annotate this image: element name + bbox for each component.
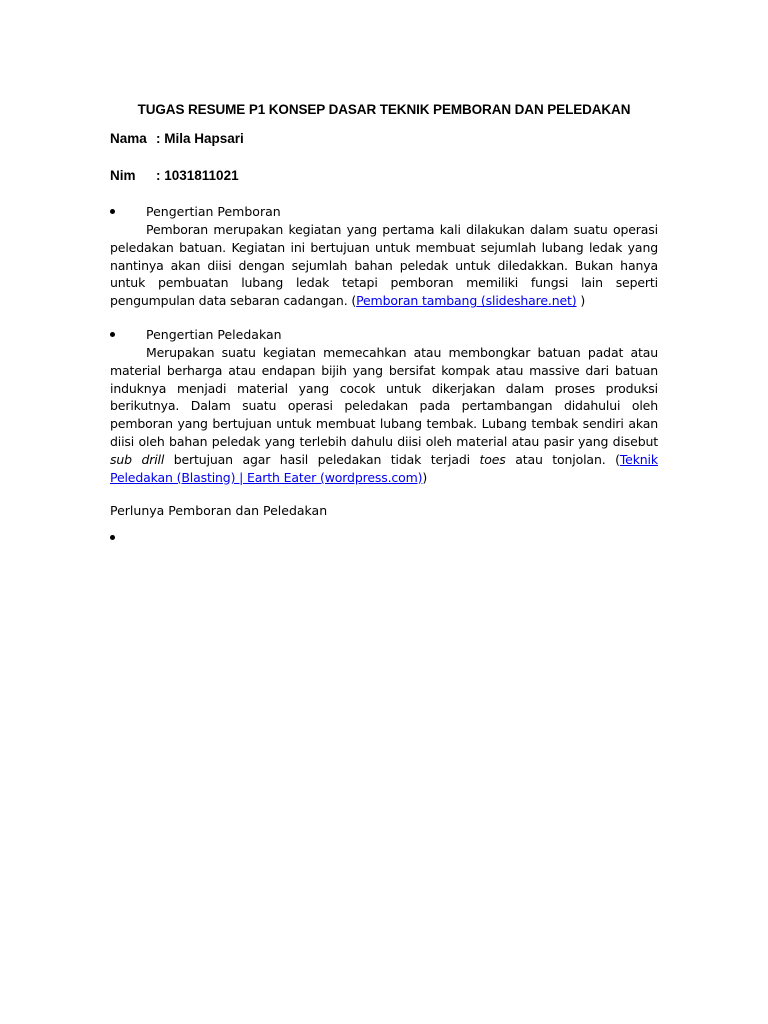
nama-line <box>110 129 658 149</box>
document-body <box>110 102 658 540</box>
nama-value: : Mila Hapsari <box>156 131 244 146</box>
paragraph-peledakan <box>110 344 658 486</box>
nim-line <box>110 166 658 186</box>
bullet-item-pemboran <box>110 203 658 221</box>
paragraph-peledakan-close: ) <box>422 469 428 485</box>
link-teknik-peledakan[interactable]: Teknik Peledakan (Blasting) | Earth Eater (wordpress.com) <box>110 451 658 485</box>
paragraph-pemboran-close: ) <box>576 293 586 309</box>
section-heading-pemboran: Pengertian Pemboran <box>146 204 281 219</box>
nama-label: Nama <box>110 131 147 146</box>
empty-bullet-icon <box>110 535 115 540</box>
document-title: TUGAS RESUME P1 KONSEP DASAR TEKNIK PEMBORAN DAN PELEDAKAN <box>137 102 631 117</box>
paragraph-pemboran <box>110 221 658 310</box>
nim-label: Nim <box>110 168 136 183</box>
bullet-item-peledakan <box>110 326 658 344</box>
link-pemboran-tambang[interactable]: Pemboran tambang (slideshare.net) <box>356 293 577 309</box>
bullet-icon <box>110 209 115 214</box>
paragraph-peledakan-text-a: Merupakan suatu kegiatan memecahkan atau membongkar batuan padat atau material berharga atau endapan bijih yang bersifat kompak atau massive dari batuan induknya menjadi material yang cocok untuk dikerjakan dalam proses produksi berikutnya. Dalam suatu operasi peledakan pada pertambangan didahului oleh pemboran yang bertujuan untuk membuat lubang tembak. Lubang tembak sendiri akan diisi oleh bahan peledak yang terlebih dahulu diisi oleh material atau pasir yang disebut <box>110 344 658 449</box>
paragraph-peledakan-text-b: bertujuan agar hasil peledakan tidak terjadi <box>164 451 480 467</box>
nim-value: : 1031811021 <box>156 168 239 183</box>
paragraph-peledakan-text-c: atau tonjolan. ( <box>505 451 620 467</box>
section-heading-perlunya: Perlunya Pemboran dan Peledakan <box>110 503 328 519</box>
term-toes: toes <box>479 451 506 467</box>
section-heading-peledakan: Pengertian Peledakan <box>146 326 282 342</box>
term-sub-drill: sub drill <box>110 451 165 467</box>
paragraph-pemboran-text: Pemboran merupakan kegiatan yang pertama kali dilakukan dalam suatu operasi peledakan batuan. Kegiatan ini bertujuan untuk membuat sejumlah lubang ledak yang nantinya akan diisi dengan sejumlah bahan peledak untuk diledakkan. Bukan hanya untuk pembuatan lubang ledak tetapi pemboran memiliki fungsi lain seperti pengumpulan data sebaran cadangan. ( <box>110 222 658 309</box>
bullet-icon <box>110 332 115 337</box>
